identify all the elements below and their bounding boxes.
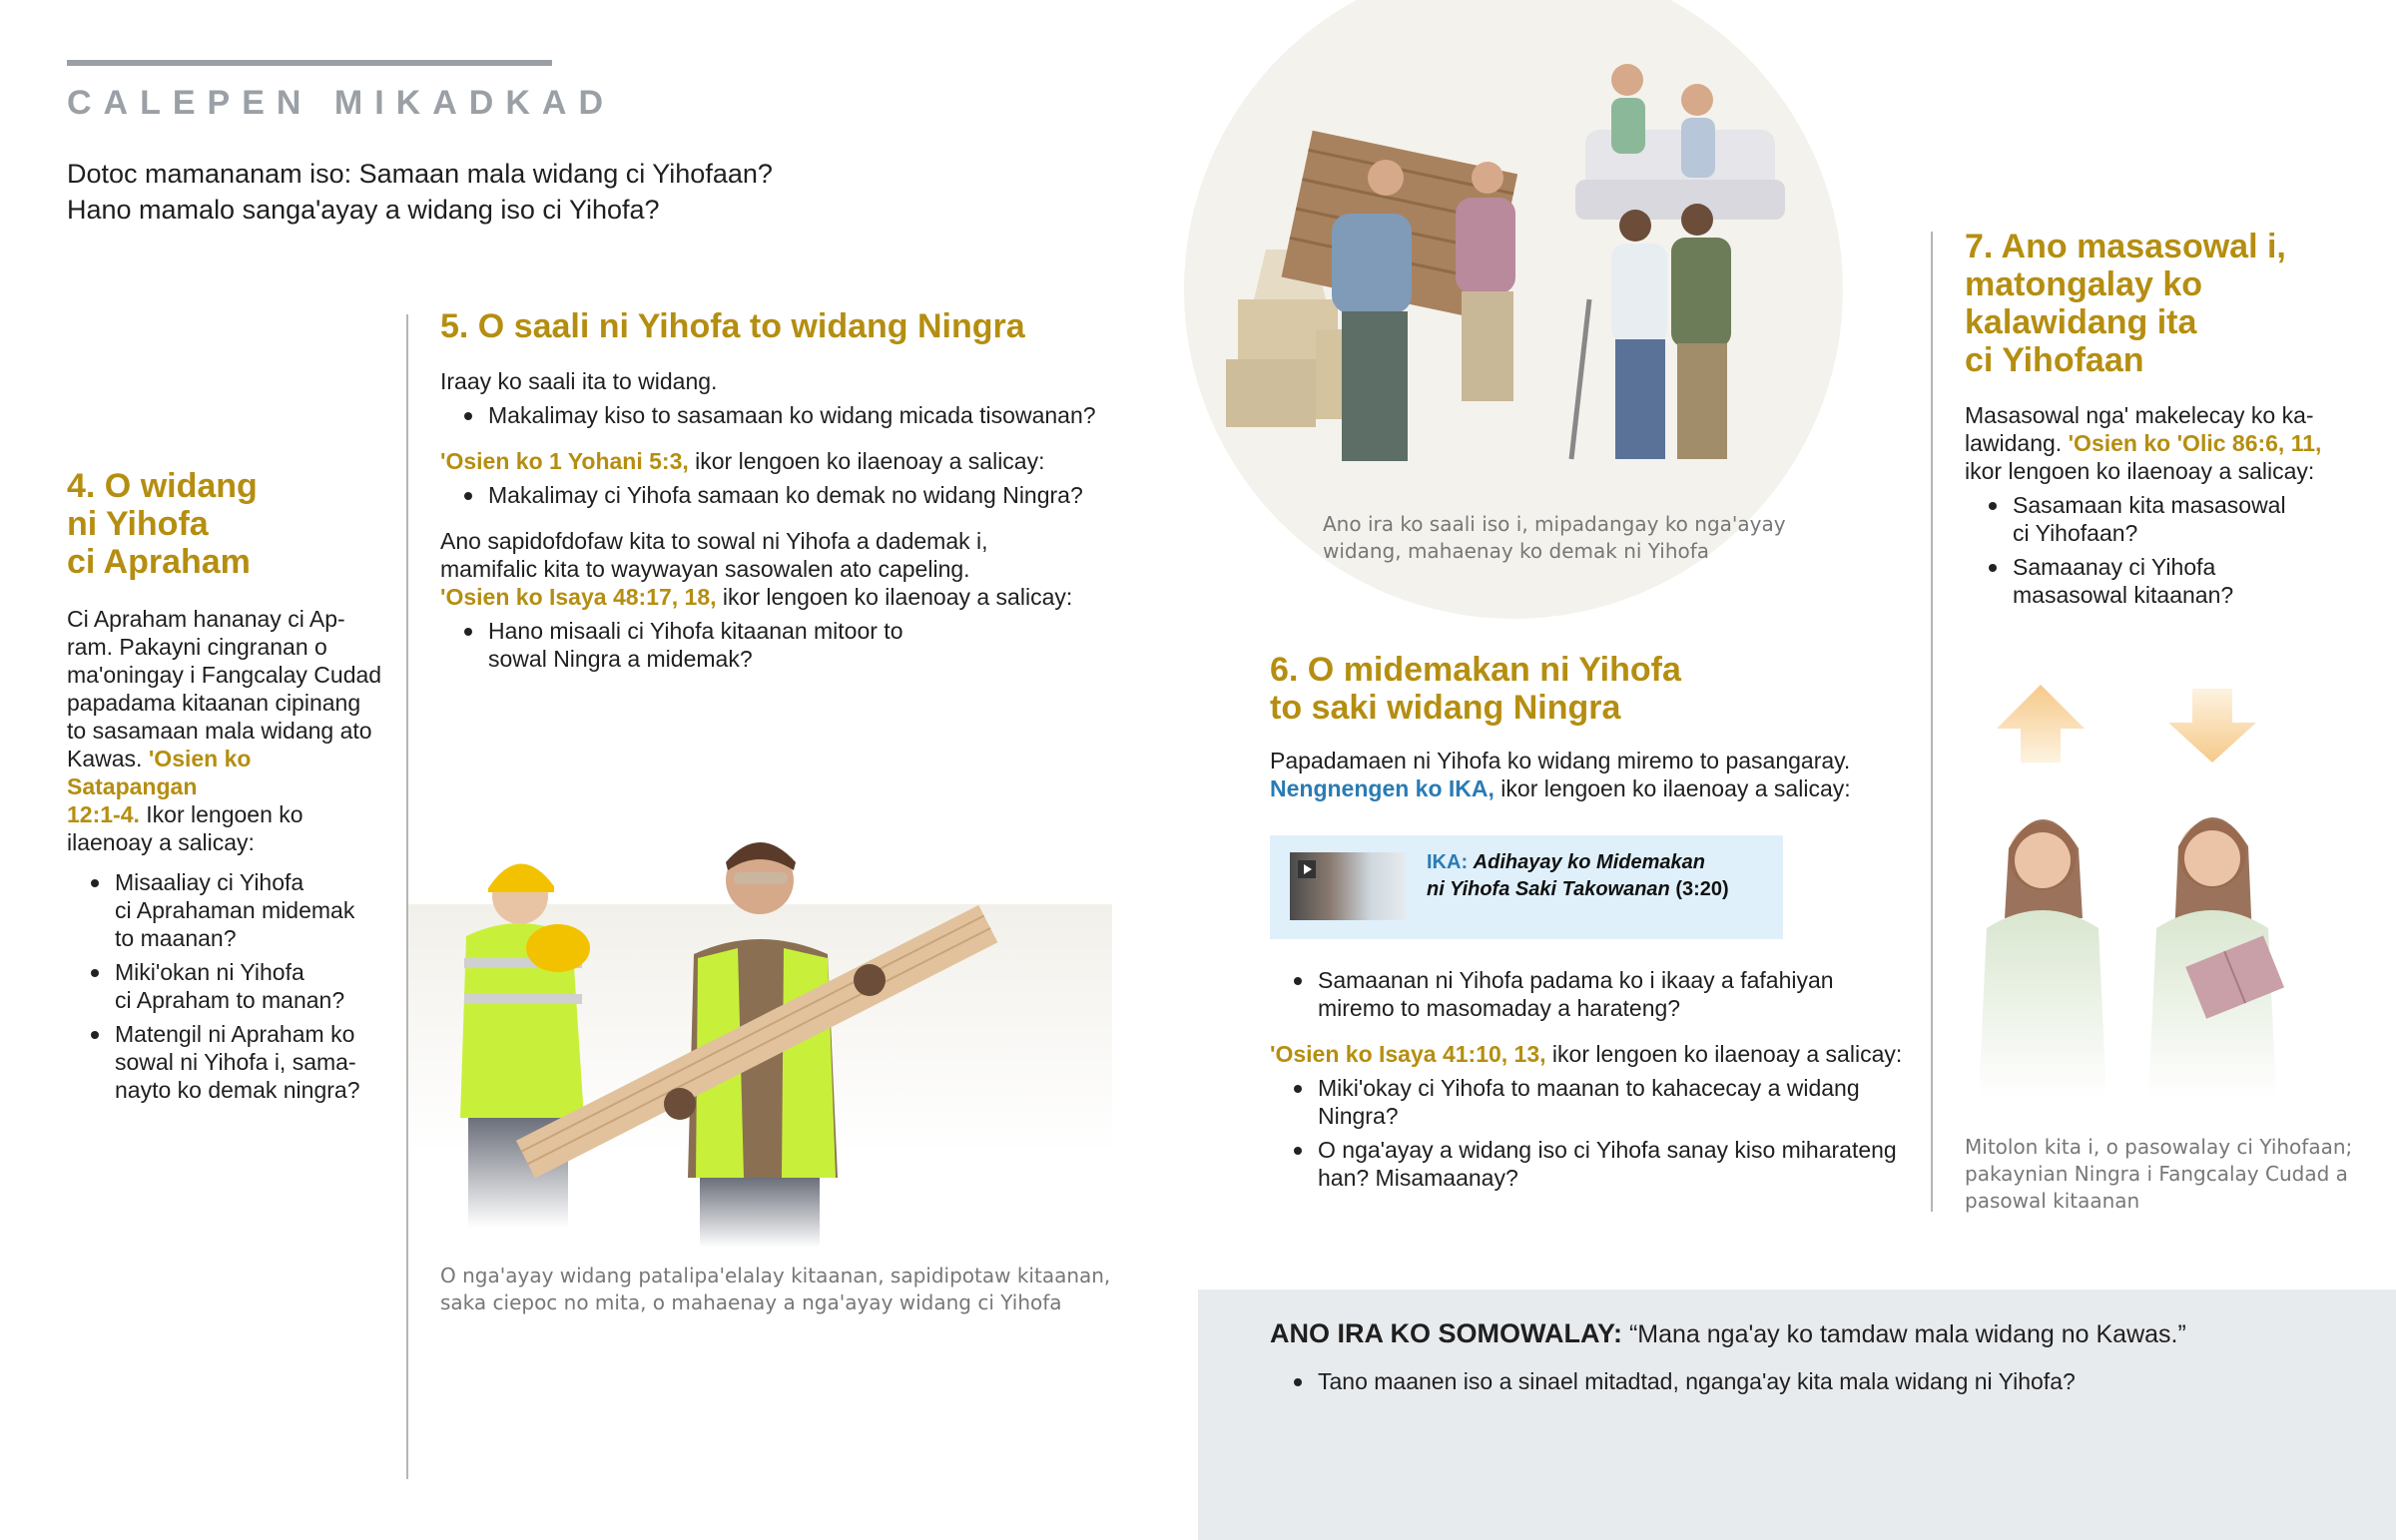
para-line: Ano sapidofdofaw kita to sowal ni Yihofa a dademak i, xyxy=(440,528,988,554)
question-item: Makalimay ci Yihofa samaan ko demak no widang Ningra? xyxy=(440,481,1139,509)
section-4-title-1: 4. O widang xyxy=(67,467,258,505)
caption-line: pakaynian Ningra i Fangcalay Cudad a xyxy=(1965,1162,2348,1186)
section-5-q3-list xyxy=(440,617,1139,673)
top-image-caption xyxy=(1323,511,1786,565)
section-4-questions xyxy=(67,868,386,1104)
caption-line: O nga'ayay widang patalipa'elalay kitaanan, sapidipotaw kitaanan, xyxy=(440,1264,1111,1287)
summary-heading xyxy=(1270,1317,2186,1350)
section-6 xyxy=(1270,651,1909,802)
scripture-link[interactable]: 'Osien ko 1 Yohani 5:3, xyxy=(440,448,689,474)
play-icon[interactable] xyxy=(1298,860,1316,878)
section-6-ref2-line xyxy=(1270,1040,1929,1068)
section-4-paragraph xyxy=(67,605,386,856)
question-item: Matengil ni Apraham ko sowal ni Yihofa i, sama- nayto ko demak ningra? xyxy=(67,1020,386,1104)
para-line: mamifalic kita to waywayan sasowalen ato capeling. xyxy=(440,556,970,582)
section-4-title-3: ci Apraham xyxy=(67,543,251,581)
question-item: Miki'okay ci Yihofa to maanan to kahacecay a widang Ningra? xyxy=(1270,1074,1929,1130)
section-4-title-2: ni Yihofa xyxy=(67,505,209,543)
summary-box xyxy=(1198,1289,2396,1540)
question-item: Misaaliay ci Yihofa ci Aprahaman midemak to maanan? xyxy=(67,868,386,952)
section-7-title-1: 7. Ano masasowal i, xyxy=(1965,228,2286,265)
question-item: Sasamaan kita masasowal ci Yihofaan? xyxy=(1965,491,2364,547)
para-text: lawidang. xyxy=(1965,430,2063,456)
scripture-link[interactable]: 'Osien ko 'Olic 86:6, 11, xyxy=(2068,430,2322,456)
para-line: ram. Pakayni cingranan o xyxy=(67,634,327,660)
video-card[interactable] xyxy=(1270,835,1783,939)
para-text: ikor lengoen ko ilaenoay a salicay: xyxy=(1551,1041,1903,1067)
section-5-q2-list xyxy=(440,481,1139,509)
section-5-title: 5. O saali ni Yihofa to widang Ningra xyxy=(440,307,1025,345)
para-line: ma'oningay i Fangcalay Cudad xyxy=(67,662,382,688)
video-meta xyxy=(1427,849,1729,903)
video-link[interactable]: Nengnengen ko IKA, xyxy=(1270,775,1495,801)
para-text: ikor lengoen ko ilaenoay a salicay: xyxy=(1500,775,1851,801)
section-6-q1-list xyxy=(1270,966,1929,1022)
para-text: Kawas. xyxy=(67,746,143,771)
video-label: IKA: xyxy=(1427,851,1469,873)
para-line: ilaenoay a salicay: xyxy=(67,829,255,855)
workers-illustration xyxy=(408,818,1112,1258)
question-item: Makalimay kiso to sasamaan ko widang micada tisowanan? xyxy=(440,401,1139,429)
prayer-illustration xyxy=(1965,679,2294,1108)
section-6-rest xyxy=(1270,960,1929,1192)
question-item: Hano misaali ci Yihofa kitaanan mitoor to sowal Ningra a midemak? xyxy=(440,617,1139,673)
para-line: Masasowal nga' makelecay ko ka- xyxy=(1965,402,2314,428)
question-item: Samaanay ci Yihofa masasowal kitaanan? xyxy=(1965,553,2364,609)
para-text: ikor lengoen ko ilaenoay a salicay: xyxy=(722,584,1073,610)
section-5-ref1-line xyxy=(440,447,1139,475)
caption-line: pasowal kitaanan xyxy=(1965,1189,2140,1213)
section-7-questions xyxy=(1965,491,2364,609)
section-7 xyxy=(1965,228,2364,609)
section-7-paragraph xyxy=(1965,401,2364,485)
para-line: to sasamaan mala widang ato xyxy=(67,718,372,744)
caption-line: widang, mahaenay ko demak ni Yihofa xyxy=(1323,539,1710,563)
scripture-link[interactable]: 'Osien ko Isaya 48:17, 18, xyxy=(440,584,717,610)
section-7-title-3: kalawidang ita xyxy=(1965,303,2197,341)
column-divider-2 xyxy=(1931,232,1933,1212)
question-item: Miki'okan ni Yihofa ci Apraham to manan? xyxy=(67,958,386,1014)
scripture-link[interactable]: 'Osien ko Satapangan xyxy=(67,746,252,799)
para-line: ikor lengoen ko ilaenoay a salicay: xyxy=(1965,458,2315,484)
section-6-q2-list xyxy=(1270,1074,1929,1192)
section-5-q1-list xyxy=(440,401,1139,429)
question-item: O nga'ayay a widang iso ci Yihofa sanay kiso miharateng han? Misamaanay? xyxy=(1270,1136,1929,1192)
para-line: papadama kitaanan cipinang xyxy=(67,690,361,716)
section-6-title-2: to saki widang Ningra xyxy=(1270,689,1621,727)
video-thumbnail[interactable] xyxy=(1290,852,1406,920)
para-text: Ikor lengoen ko xyxy=(146,801,303,827)
video-title: Adihayay ko Midemakan xyxy=(1473,851,1705,873)
section-6-p1: Papadamaen ni Yihofa ko widang miremo to pasangaray. xyxy=(1270,748,1851,773)
scripture-link[interactable]: 'Osien ko Isaya 41:10, 13, xyxy=(1270,1041,1546,1067)
caption-line: saka ciepoc no mita, o mahaenay a nga'ayay widang ci Yihofa xyxy=(440,1290,1062,1314)
summary-quote: “Mana nga'ay ko tamdaw mala widang no Kawas.” xyxy=(1628,1320,2186,1348)
section-6-title-1: 6. O midemakan ni Yihofa xyxy=(1270,651,1681,689)
summary-label: ANO IRA KO SOMOWALAY: xyxy=(1270,1318,1623,1348)
section-4 xyxy=(67,467,386,1104)
section-6-ref-line xyxy=(1270,774,1909,802)
caption-line: Ano ira ko saali iso i, mipadangay ko nga'ayay xyxy=(1323,512,1786,536)
section-5-p2 xyxy=(440,527,1139,611)
question-item: Samaanan ni Yihofa padama ko i ikaay a fafahiyan miremo to masomaday a harateng? xyxy=(1270,966,1929,1022)
intro-line-1: Dotoc mamananam iso: Samaan mala widang ci Yihofaan? xyxy=(67,159,773,189)
video-duration: (3:20) xyxy=(1675,878,1729,900)
section-5 xyxy=(440,307,1139,673)
para-line: Ci Apraham hananay ci Ap- xyxy=(67,606,345,632)
para-text: ikor lengoen ko ilaenoay a salicay: xyxy=(695,448,1045,474)
header-rule xyxy=(67,60,552,66)
caption-line: Mitolon kita i, o pasowalay ci Yihofaan; xyxy=(1965,1135,2353,1159)
section-5-p1: Iraay ko saali ita to widang. xyxy=(440,368,718,394)
section-7-title-4: ci Yihofaan xyxy=(1965,341,2144,379)
video-title: ni Yihofa Saki Takowanan xyxy=(1427,878,1670,900)
page-kicker: CALEPEN MIKADKAD xyxy=(67,84,615,122)
section-7-caption xyxy=(1965,1134,2352,1215)
section-7-title-2: matongalay ko xyxy=(1965,265,2203,303)
question-item: Tano maanen iso a sinael mitadtad, nganga'ay kita mala widang ni Yihofa? xyxy=(1270,1367,2076,1395)
scripture-link[interactable]: 12:1-4. xyxy=(67,801,140,827)
summary-questions xyxy=(1270,1361,2076,1395)
intro-line-2: Hano mamalo sanga'ayay a widang iso ci Yihofa? xyxy=(67,195,660,225)
section-5-caption xyxy=(440,1263,1110,1316)
